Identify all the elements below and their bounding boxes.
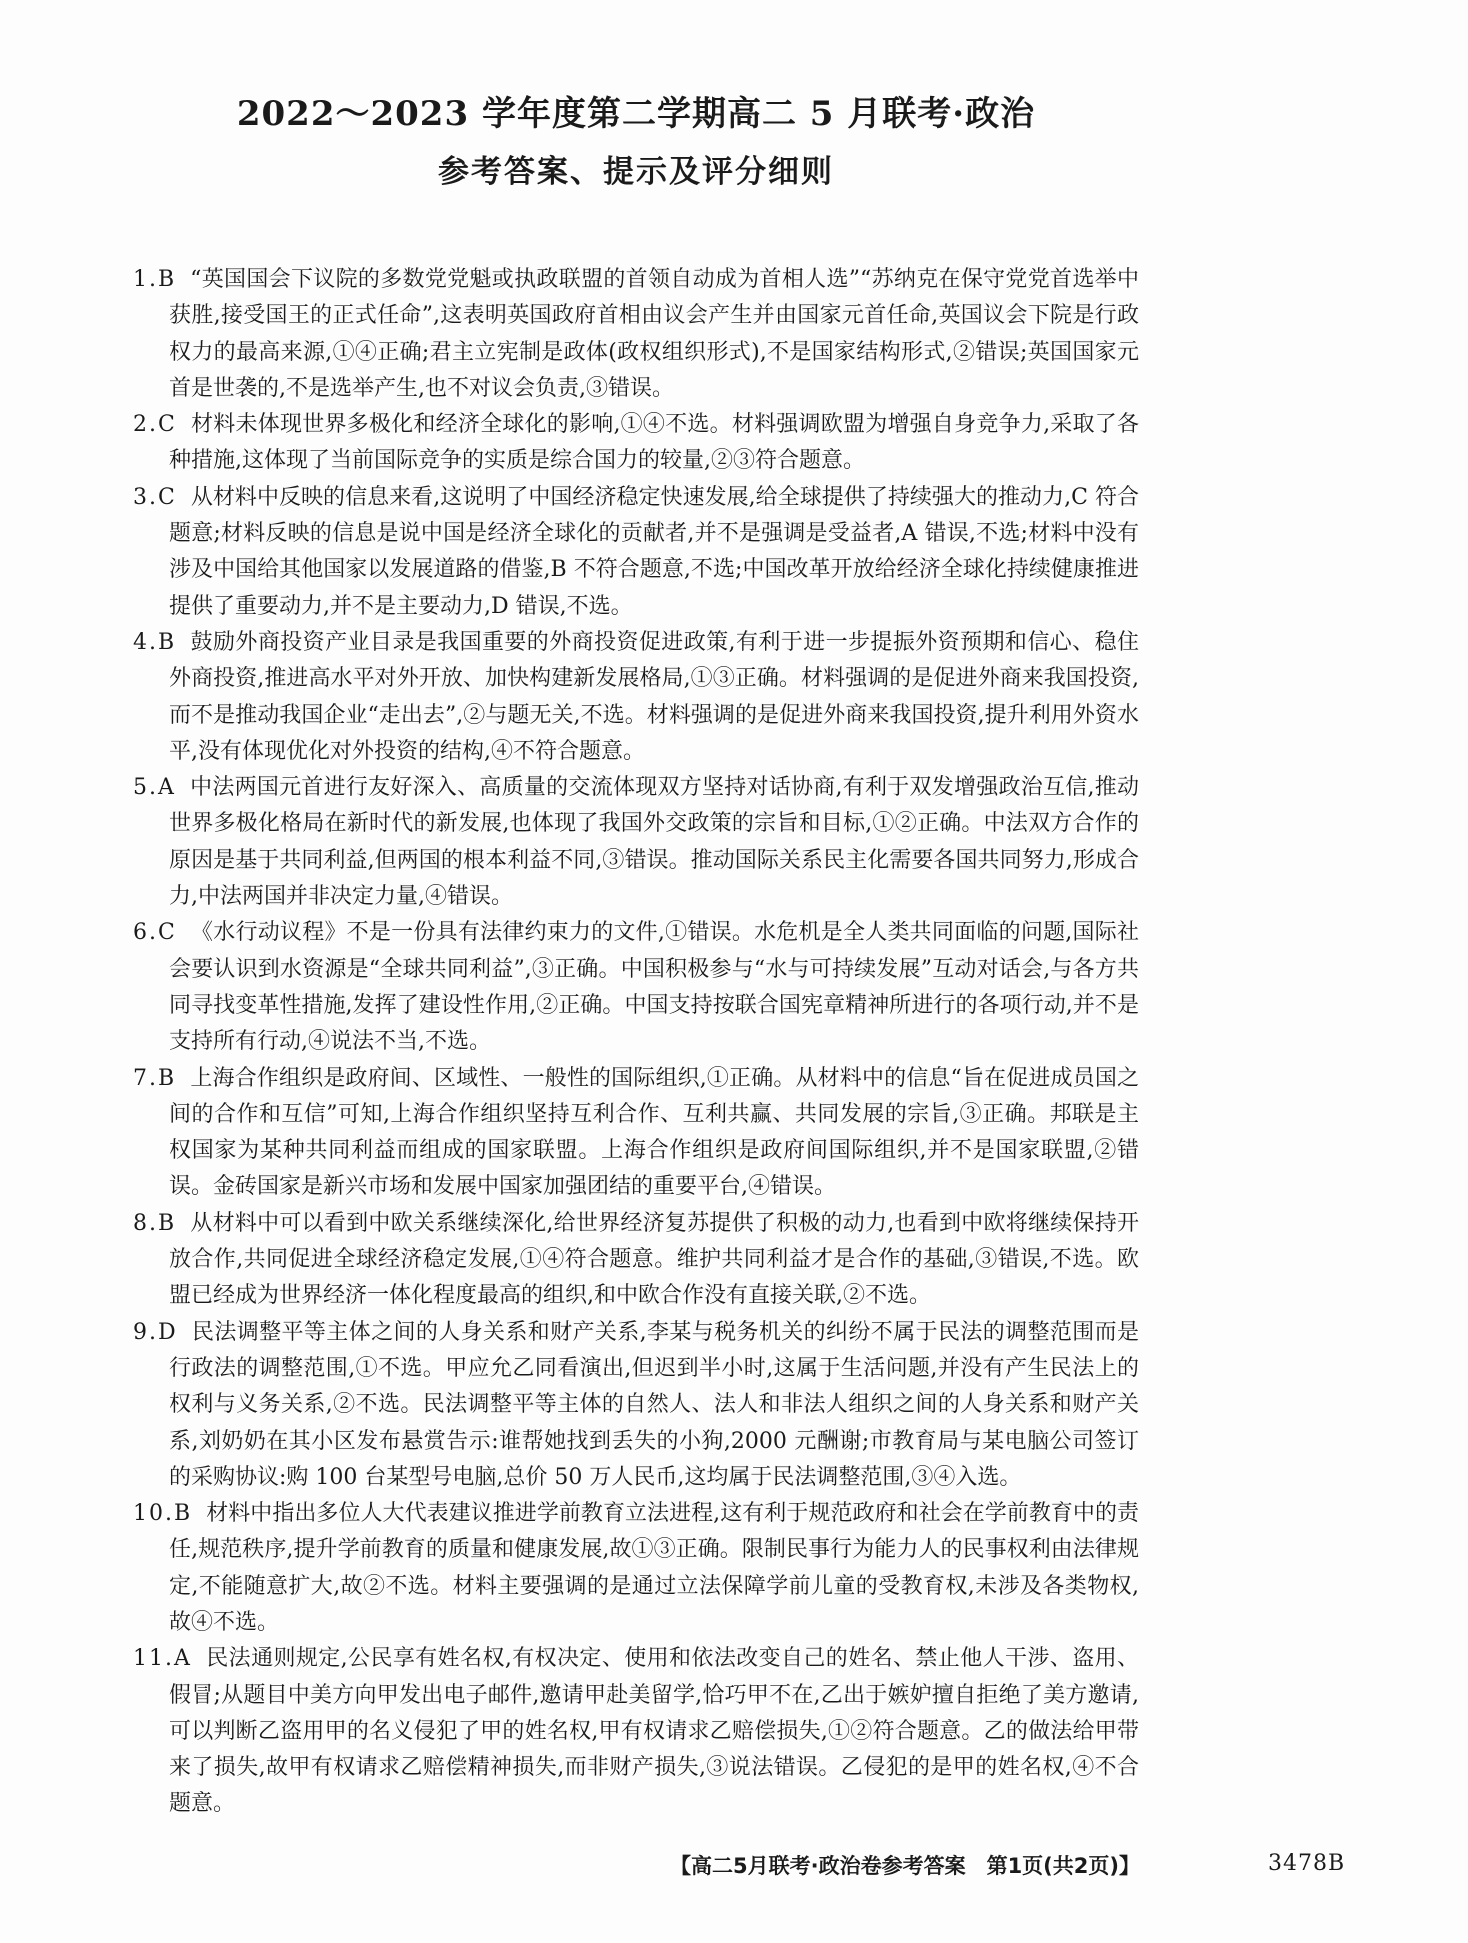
- answer-item-8: [133, 1206, 1139, 1315]
- answer-text: 从材料中可以看到中欧关系继续深化,给世界经济复苏提供了积极的动力,也看到中欧将继续保持开放合作,共同促进全球经济稳定发展,①④符合题意。维护共同利益才是合作的基础,③错误,不选。欧盟已经成为世界经济一体化程度最高的组织,和中欧合作没有直接关联,②不选。: [169, 1210, 1139, 1309]
- answer-item-6: [133, 915, 1139, 1060]
- answer-item-5: [133, 770, 1139, 915]
- answer-number: 1.B: [133, 267, 177, 292]
- answer-item-11: [133, 1641, 1139, 1822]
- answer-text: 材料中指出多位人大代表建议推进学前教育立法进程,这有利于规范政府和社会在学前教育中的责任,规范秩序,提升学前教育的质量和健康发展,故①③正确。限制民事行为能力人的民事权利由法律规定,不能随意扩大,故②不选。材料主要强调的是通过立法保障学前儿童的受教育权,未涉及各类物权,故④不选。: [169, 1501, 1139, 1635]
- answer-item-4: [133, 625, 1139, 770]
- answer-number: 3.C: [133, 484, 177, 510]
- answer-item-7: [133, 1061, 1139, 1206]
- page-subtitle: 参考答案、提示及评分细则: [438, 154, 834, 190]
- answer-item-9: [133, 1315, 1139, 1496]
- answer-text: 鼓励外商投资产业目录是我国重要的外商投资促进政策,有利于进一步提振外资预期和信心、稳住外商投资,推进高水平对外开放、加快构建新发展格局,①③正确。材料强调的是促进外商来我国投资,而不是推动我国企业“走出去”,②与题无关,不选。材料强调的是促进外商来我国投资,提升利用外资水平,没有体现优化对外投资的结构,④不符合题意。: [169, 629, 1139, 764]
- answer-item-10: [133, 1496, 1139, 1641]
- footer-page-label: 【高二5月联考·政治卷参考答案 第1页(共2页)】: [669, 1854, 1140, 1878]
- answer-number: 9.D: [133, 1319, 178, 1345]
- answer-text: 上海合作组织是政府间、区域性、一般性的国际组织,①正确。从材料中的信息“旨在促进成员国之间的合作和互信”可知,上海合作组织坚持互利合作、互利共赢、共同发展的宗旨,③正确。邦联是主权国家为某种共同利益而组成的国家联盟。上海合作组织是政府间国际组织,并不是国家联盟,②错误。金砖国家是新兴市场和发展中国家加强团结的重要平台,④错误。: [169, 1065, 1139, 1200]
- answer-number: 5.A: [133, 775, 176, 801]
- answer-text: 《水行动议程》不是一份具有法律约束力的文件,①错误。水危机是全人类共同面临的问题,国际社会要认识到水资源是“全球共同利益”,③正确。中国积极参与“水与可持续发展”互动对话会,与各方共同寻找变革性措施,发挥了建设性作用,②正确。中国支持按联合国宪章精神所进行的各项行动,并不是支持所有行动,④说法不当,不选。: [169, 920, 1139, 1055]
- answer-text: 中法两国元首进行友好深入、高质量的交流体现双方坚持对话协商,有利于双发增强政治互信,推动世界多极化格局在新时代的新发展,也体现了我国外交政策的宗旨和目标,①②正确。中法双方合作的原因是基于共同利益,但两国的根本利益不同,③错误。推动国际关系民主化需要各国共同努力,形成合力,中法两国并非决定力量,④错误。: [169, 775, 1139, 910]
- answer-number: 4.B: [133, 629, 177, 655]
- answer-text: 民法通则规定,公民享有姓名权,有权决定、使用和依法改变自己的姓名、禁止他人干涉、盗用、假冒;从题目中美方向甲发出电子邮件,邀请甲赴美留学,恰巧甲不在,乙出于嫉妒擅自拒绝了美方邀请,可以判断乙盗用甲的名义侵犯了甲的姓名权,甲有权请求乙赔偿损失,①②符合题意。乙的做法给甲带来了损失,故甲有权请求乙赔偿精神损失,而非财产损失,③说法错误。乙侵犯的是甲的姓名权,④不合题意。: [169, 1646, 1139, 1817]
- answer-item-1: [133, 262, 1139, 407]
- answer-number: 10.B: [133, 1501, 193, 1527]
- answers-list: [133, 262, 1139, 1823]
- answer-number: 8.B: [133, 1210, 177, 1236]
- answer-text: 材料未体现世界多极化和经济全球化的影响,①④不选。材料强调欧盟为增强自身竞争力,采取了各种措施,这体现了当前国际竞争的实质是综合国力的较量,②③符合题意。: [169, 412, 1139, 474]
- answer-text: “英国国会下议院的多数党党魁或执政联盟的首领自动成为首相人选”“苏纳克在保守党党首选举中获胜,接受国王的正式任命”,这表明英国政府首相由议会产生并由国家元首任命,英国议会下院是行政权力的最高来源,①④正确;君主立宪制是政体(政权组织形式),不是国家结构形式,②错误;英国国家元首是世袭的,不是选举产生,也不对议会负责,③错误。: [169, 267, 1139, 401]
- answer-number: 2.C: [133, 412, 177, 438]
- answer-text: 民法调整平等主体之间的人身关系和财产关系,李某与税务机关的纠纷不属于民法的调整范围而是行政法的调整范围,①不选。甲应允乙同看演出,但迟到半小时,这属于生活问题,并没有产生民法上的权利与义务关系,②不选。民法调整平等主体的自然人、法人和非法人组织之间的人身关系和财产关系,刘奶奶在其小区发布悬赏告示:谁帮她找到丢失的小狗,2000 元酬谢;市教育局与某电脑公司签订的采购协议:购 100 台某型号电脑,总价 50 万人民币,这均属于民法调整范围,③④入选。: [169, 1319, 1139, 1490]
- answer-item-3: [133, 480, 1139, 625]
- answer-item-2: [133, 407, 1139, 480]
- page-title: 2022～2023 学年度第二学期高二 5 月联考·政治: [236, 94, 1036, 134]
- answer-number: 7.B: [133, 1065, 177, 1091]
- answer-number: 11.A: [133, 1646, 192, 1672]
- answer-number: 6.C: [133, 920, 177, 946]
- answer-text: 从材料中反映的信息来看,这说明了中国经济稳定快速发展,给全球提供了持续强大的推动力,C 符合题意;材料反映的信息是说中国是经济全球化的贡献者,并不是强调是受益者,A 错误,不选;材料中没有涉及中国给其他国家以发展道路的借鉴,B 不符合题意,不选;中国改革开放给经济全球化持续健康推进提供了重要动力,并不是主要动力,D 错误,不选。: [169, 484, 1139, 619]
- footer-paper-code: 3478B: [1268, 1851, 1346, 1876]
